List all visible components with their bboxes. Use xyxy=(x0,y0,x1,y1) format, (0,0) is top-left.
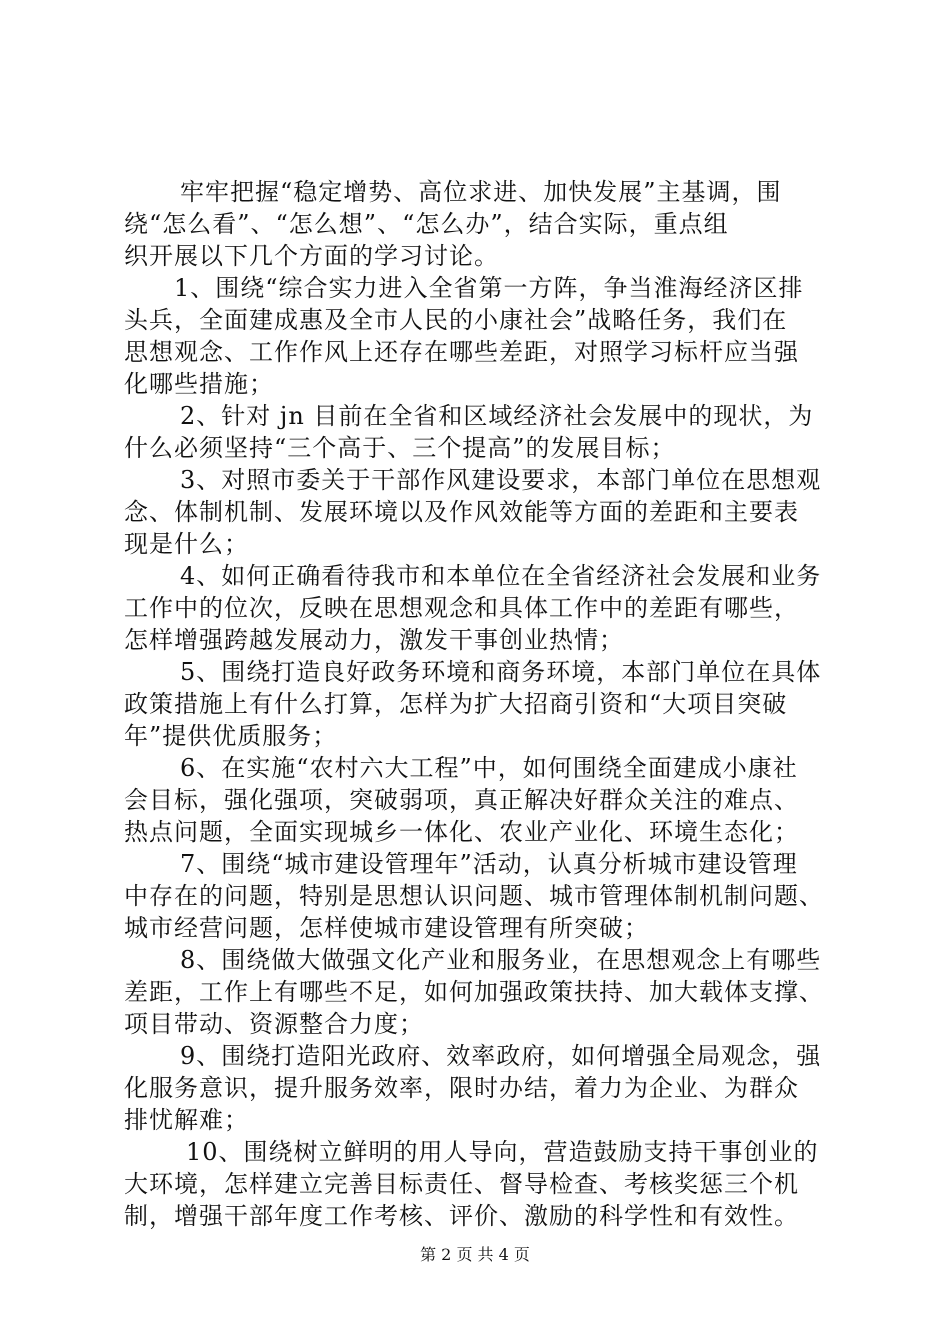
text-line: 化服务意识，提升服务效率，限时办结，着力为企业、为群众 xyxy=(124,1074,799,1102)
text-line: 牢牢把握“稳定增势、高位求进、加快发展”主基调，围 xyxy=(180,178,782,206)
paragraph-item-8 xyxy=(124,944,830,1040)
paragraph-item-7 xyxy=(124,848,830,944)
text-line: 现是什么； xyxy=(124,530,249,558)
paragraph-item-5 xyxy=(124,656,830,752)
paragraph-item-1 xyxy=(124,272,830,400)
document-body xyxy=(124,176,830,1232)
text-line: 城市经营问题，怎样使城市建设管理有所突破； xyxy=(124,914,649,942)
text-line: 中存在的问题，特别是思想认识问题、城市管理体制机制问题、 xyxy=(124,882,824,910)
text-line: 大环境，怎样建立完善目标责任、督导检查、考核奖惩三个机 xyxy=(124,1170,799,1198)
text-line: 工作中的位次，反映在思想观念和具体工作中的差距有哪些， xyxy=(124,594,799,622)
text-line: 10、围绕树立鲜明的用人导向，营造鼓励支持干事创业的 xyxy=(186,1138,819,1166)
text-line: 头兵，全面建成惠及全市人民的小康社会”战略任务，我们在 xyxy=(124,306,788,334)
text-line: 绕“怎么看”、“怎么想”、“怎么办”，结合实际，重点组 xyxy=(124,210,729,238)
text-line: 念、体制机制、发展环境以及作风效能等方面的差距和主要表 xyxy=(124,498,799,526)
text-line: 1、围绕“综合实力进入全省第一方阵，争当淮海经济区排 xyxy=(174,274,804,302)
paragraph-item-9 xyxy=(124,1040,830,1136)
text-line: 排忧解难； xyxy=(124,1106,249,1134)
text-line: 7、围绕“城市建设管理年”活动，认真分析城市建设管理 xyxy=(180,850,798,878)
text-line: 政策措施上有什么打算，怎样为扩大招商引资和“大项目突破 xyxy=(124,690,788,718)
text-line: 9、围绕打造阳光政府、效率政府，如何增强全局观念，强 xyxy=(180,1042,822,1070)
text-line: 化哪些措施； xyxy=(124,370,274,398)
paragraph-item-6 xyxy=(124,752,830,848)
text-line: 织开展以下几个方面的学习讨论。 xyxy=(124,242,499,270)
paragraph-item-3 xyxy=(124,464,830,560)
text-line: 8、围绕做大做强文化产业和服务业，在思想观念上有哪些 xyxy=(180,946,822,974)
text-line: 5、围绕打造良好政务环境和商务环境，本部门单位在具体 xyxy=(180,658,822,686)
text-line: 怎样增强跨越发展动力，激发干事创业热情； xyxy=(124,626,624,654)
text-line: 6、在实施“农村六大工程”中，如何围绕全面建成小康社 xyxy=(180,754,798,782)
text-line: 3、对照市委关于干部作风建设要求，本部门单位在思想观 xyxy=(180,466,822,494)
text-line: 会目标，强化强项，突破弱项，真正解决好群众关注的难点、 xyxy=(124,786,799,814)
text-line: 2、针对 jn 目前在全省和区域经济社会发展中的现状，为 xyxy=(180,402,814,430)
text-line: 制，增强干部年度工作考核、评价、激励的科学性和有效性。 xyxy=(124,1202,799,1230)
text-line: 思想观念、工作作风上还存在哪些差距，对照学习标杆应当强 xyxy=(124,338,799,366)
paragraph-intro xyxy=(124,176,830,272)
paragraph-item-4 xyxy=(124,560,830,656)
paragraph-item-10 xyxy=(124,1136,830,1232)
page-number-footer: 第 2 页 共 4 页 xyxy=(420,1245,530,1264)
text-line: 差距，工作上有哪些不足，如何加强政策扶持、加大载体支撑、 xyxy=(124,978,824,1006)
text-line: 热点问题，全面实现城乡一体化、农业产业化、环境生态化； xyxy=(124,818,799,846)
text-line: 年”提供优质服务； xyxy=(124,722,338,750)
text-line: 项目带动、资源整合力度； xyxy=(124,1010,424,1038)
text-line: 什么必须坚持“三个高于、三个提高”的发展目标； xyxy=(124,434,676,462)
text-line: 4、如何正确看待我市和本单位在全省经济社会发展和业务 xyxy=(180,562,822,590)
paragraph-item-2 xyxy=(124,400,830,464)
